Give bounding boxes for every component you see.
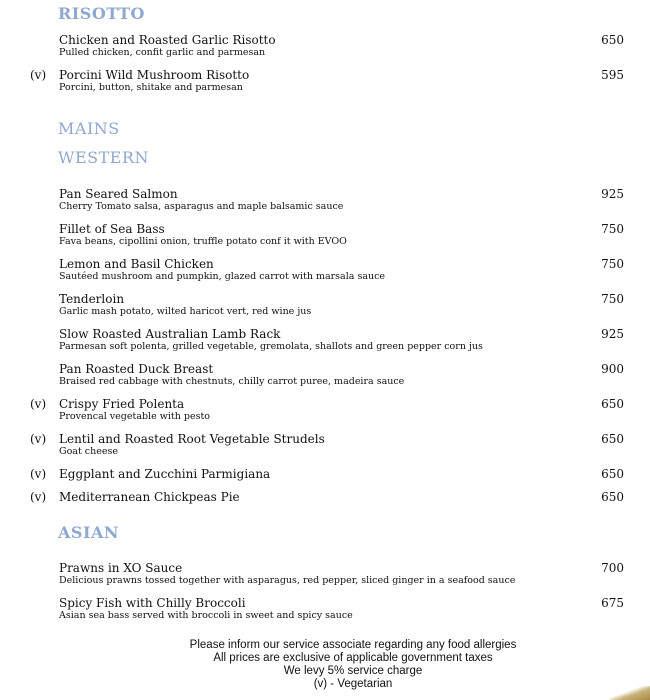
dish-price: 900 — [601, 362, 624, 376]
dish-name: Chicken and Roasted Garlic Risotto — [59, 33, 276, 47]
dish-price: 700 — [601, 561, 624, 575]
dish-description: Fava beans, cipollini onion, truffle potato conf it with EVOO — [59, 236, 347, 247]
dish-description: Cherry Tomato salsa, asparagus and maple balsamic sauce — [59, 201, 344, 212]
section-heading-risotto: RISOTTO — [58, 4, 145, 23]
section-heading-asian: ASIAN — [58, 523, 119, 542]
dish-name: Lentil and Roasted Root Vegetable Strudels — [59, 432, 325, 446]
vegetarian-legend: (v) - Vegetarian — [313, 678, 393, 690]
vegetarian-marker: (v) — [30, 68, 47, 82]
section-heading-western: WESTERN — [58, 148, 149, 167]
dish-name: Eggplant and Zucchini Parmigiana — [59, 467, 271, 481]
dish-description: Parmesan soft polenta, grilled vegetable, gremolata, shallots and green pepper corn jus — [59, 341, 483, 352]
decorative-corner — [610, 686, 650, 700]
dish-name: Mediterranean Chickpeas Pie — [59, 490, 240, 504]
dish-name: Fillet of Sea Bass — [59, 222, 165, 236]
dish-price: 650 — [601, 33, 624, 47]
dish-name: Porcini Wild Mushroom Risotto — [59, 68, 250, 82]
dish-name: Tenderloin — [59, 292, 125, 306]
dish-description: Goat cheese — [59, 446, 118, 457]
dish-name: Pan Roasted Duck Breast — [59, 362, 214, 376]
footer-notes — [0, 639, 650, 691]
dish-price: 750 — [601, 222, 624, 236]
vegetarian-marker: (v) — [30, 397, 47, 411]
dish-description: Braised red cabbage with chestnuts, chilly carrot puree, madeira sauce — [59, 376, 405, 387]
dish-price: 650 — [601, 432, 624, 446]
dish-price: 675 — [601, 596, 624, 610]
dish-description: Pulled chicken, confit garlic and parmesan — [59, 47, 266, 58]
dish-price: 650 — [601, 490, 624, 504]
dish-description: Porcini, button, shitake and parmesan — [59, 82, 243, 93]
vegetarian-marker: (v) — [30, 432, 47, 446]
dish-description: Garlic mash potato, wilted haricot vert, red wine jus — [59, 306, 312, 317]
dish-price: 925 — [601, 187, 624, 201]
vegetarian-marker: (v) — [30, 490, 47, 504]
tax-note: All prices are exclusive of applicable government taxes — [213, 652, 493, 664]
dish-description: Asian sea bass served with broccoli in sweet and spicy sauce — [59, 610, 353, 621]
dish-price: 650 — [601, 467, 624, 481]
dish-name: Prawns in XO Sauce — [59, 561, 183, 575]
dish-name: Slow Roasted Australian Lamb Rack — [59, 327, 281, 341]
dish-description: Provencal vegetable with pesto — [59, 411, 210, 422]
dish-price: 925 — [601, 327, 624, 341]
dish-name: Spicy Fish with Chilly Broccoli — [59, 596, 246, 610]
vegetarian-marker: (v) — [30, 467, 47, 481]
allergy-note: Please inform our service associate regarding any food allergies — [189, 639, 517, 651]
dish-price: 750 — [601, 292, 624, 306]
dish-description: Delicious prawns tossed together with asparagus, red pepper, sliced ginger in a seafood sauce — [59, 575, 516, 586]
dish-price: 650 — [601, 397, 624, 411]
service-charge-note: We levy 5% service charge — [283, 665, 423, 677]
dish-name: Pan Seared Salmon — [59, 187, 178, 201]
dish-name: Lemon and Basil Chicken — [59, 257, 214, 271]
dish-price: 595 — [601, 68, 624, 82]
dish-name: Crispy Fried Polenta — [59, 397, 185, 411]
dish-price: 750 — [601, 257, 624, 271]
section-heading-mains: MAINS — [58, 119, 120, 138]
dish-description: Sautéed mushroom and pumpkin, glazed carrot with marsala sauce — [59, 271, 386, 282]
